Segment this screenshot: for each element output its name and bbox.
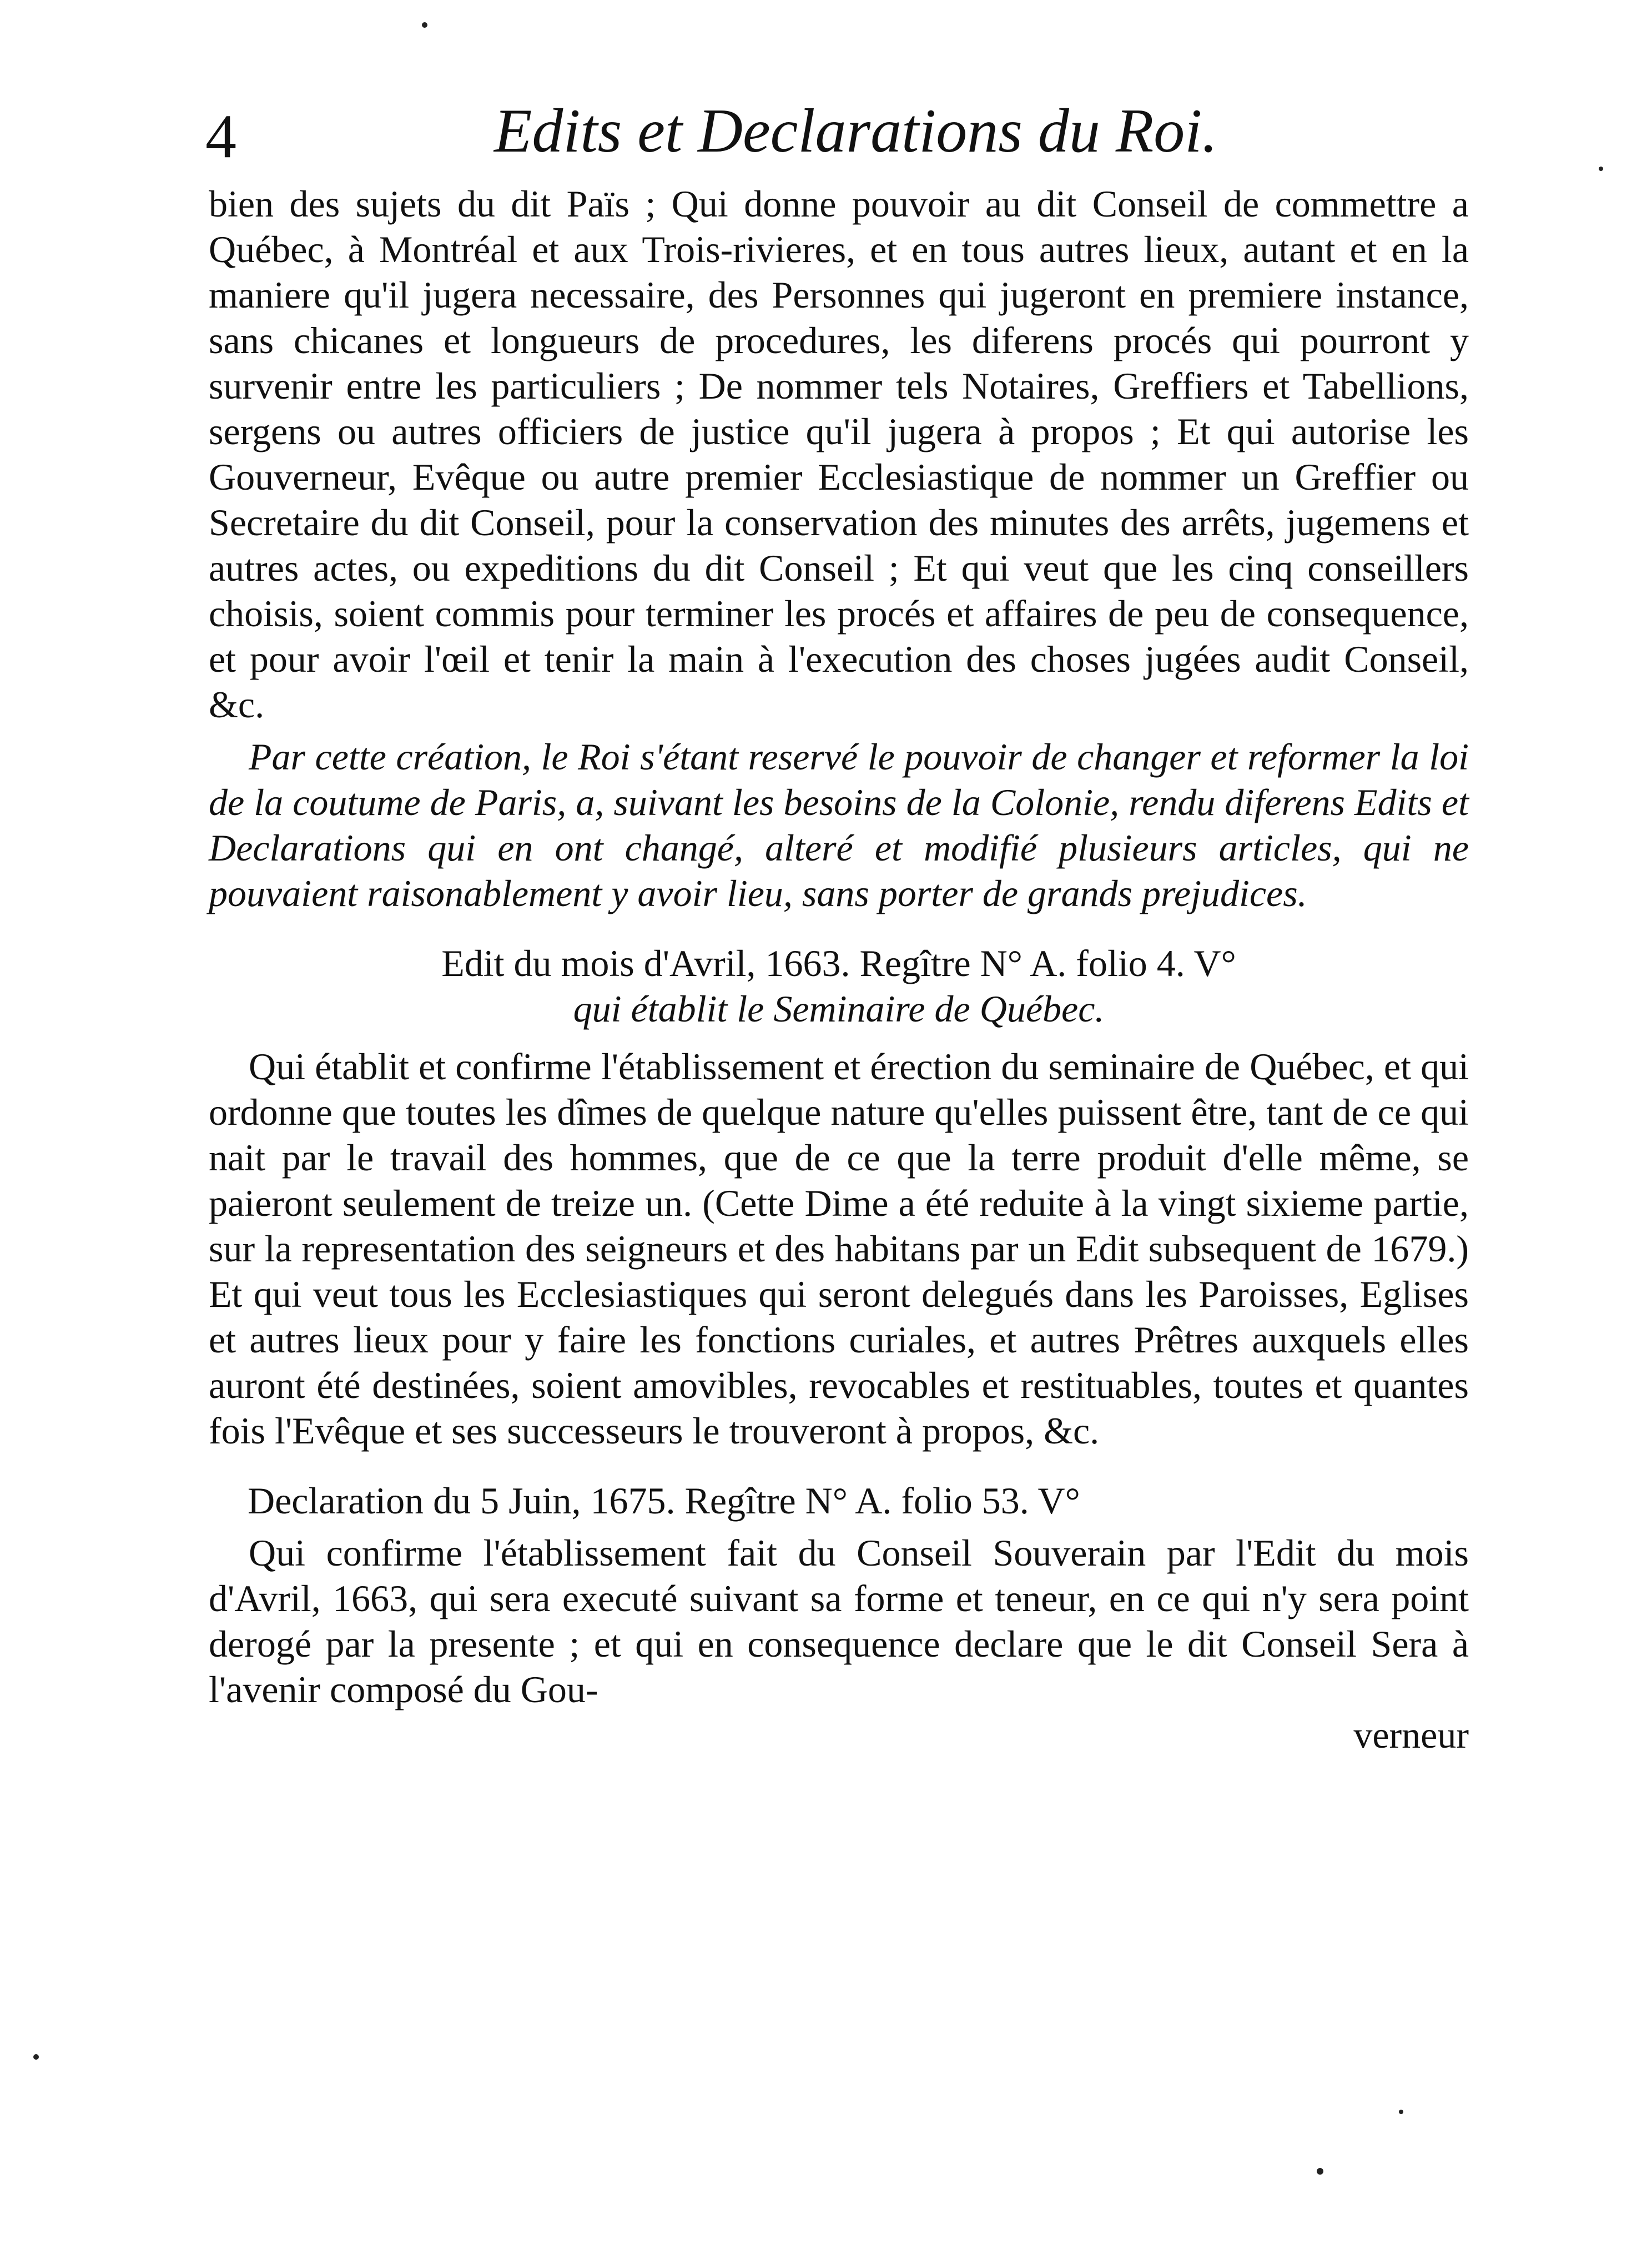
scan-speck <box>1399 2110 1403 2114</box>
paragraph-2: Par cette création, le Roi s'étant reservé le pouvoir de changer et reformer la loi de la coutume de Paris, a, suivant les besoins de la Colonie, rendu diferens Edits et Declarations qui en ont changé, alteré et modifié plusieurs articles, qui ne pouvaient raisonablement y avoir lieu, sans porter de grands prejudices. <box>209 736 1469 914</box>
paragraph-3: Qui établit et confirme l'établissement et érection du seminaire de Québec, et qui ordonne que toutes les dîmes de quelque nature qu'elles puissent être, tant de ce qui nait par le travail des hommes, que de ce que la terre produit d'elle même, se paieront seulement de treize un. (Cette Dime a été reduite à la vingt sixieme partie, sur la representation des seigneurs et des habitans par un Edit subsequent de 1679.) Et qui veut tous les Ecclesiastiques qui seront delegués dans les Paroisses, Eglises et autres lieux pour y faire les fonctions curiales, et autres Prêtres auxquels elles auront été destinées, soient amovibles, revocables et restituables, toutes et quantes fois l'Evêque et ses successeurs le trouveront à propos, &c. <box>209 1045 1469 1452</box>
running-title: Edits et Declarations du Roi. <box>494 97 1218 165</box>
page-number: 4 <box>205 102 236 171</box>
declaration-1675-heading: Declaration du 5 Juin, 1675. Regître N° A. folio 53. V° <box>248 1480 1080 1522</box>
scan-speck <box>1317 2168 1323 2175</box>
scan-speck <box>33 2054 39 2060</box>
scan-speck <box>422 22 427 28</box>
text-block <box>209 181 1469 1758</box>
edit-1663-subheading: qui établit le Seminaire de Québec. <box>573 988 1105 1030</box>
scan-speck <box>1599 167 1603 171</box>
edit-1663-heading: Edit du mois d'Avril, 1663. Regître N° A. folio 4. V° <box>441 942 1236 984</box>
paragraph-1: bien des sujets du dit Païs ; Qui donne pouvoir au dit Conseil de commettre a Québec, à Montréal et aux Trois-rivieres, et en tous autres lieux, autant et en la maniere qu'il jugera necessaire, des Personnes qui jugeront en premiere instance, sans chicanes et longueurs de procedures, les diferens procés qui pourront y survenir entre les particuliers ; De nommer tels Notaires, Greffiers et Tabellions, sergens ou autres officiers de justice qu'il jugera à propos ; Et qui autorise les Gouverneur, Evêque ou autre premier Ecclesiastique de nommer un Greffier ou Secretaire du dit Conseil, pour la conservation des minutes des arrêts, jugemens et autres actes, ou expeditions du dit Conseil ; Et qui veut que les cinq conseillers choisis, soient commis pour terminer les procés et affaires de peu de consequence, et pour avoir l'œil et tenir la main à l'execution des choses jugées audit Conseil, &c. <box>209 183 1469 726</box>
catchword: verneur <box>1353 1714 1469 1756</box>
paragraph-4: Qui confirme l'établissement fait du Conseil Souverain par l'Edit du mois d'Avril, 1663, qui sera executé suivant sa forme et teneur, en ce qui n'y sera point derogé par la presente ; et qui en consequence declare que le dit Conseil Sera à l'avenir composé du Gou- <box>209 1532 1469 1710</box>
running-head <box>205 97 1482 183</box>
